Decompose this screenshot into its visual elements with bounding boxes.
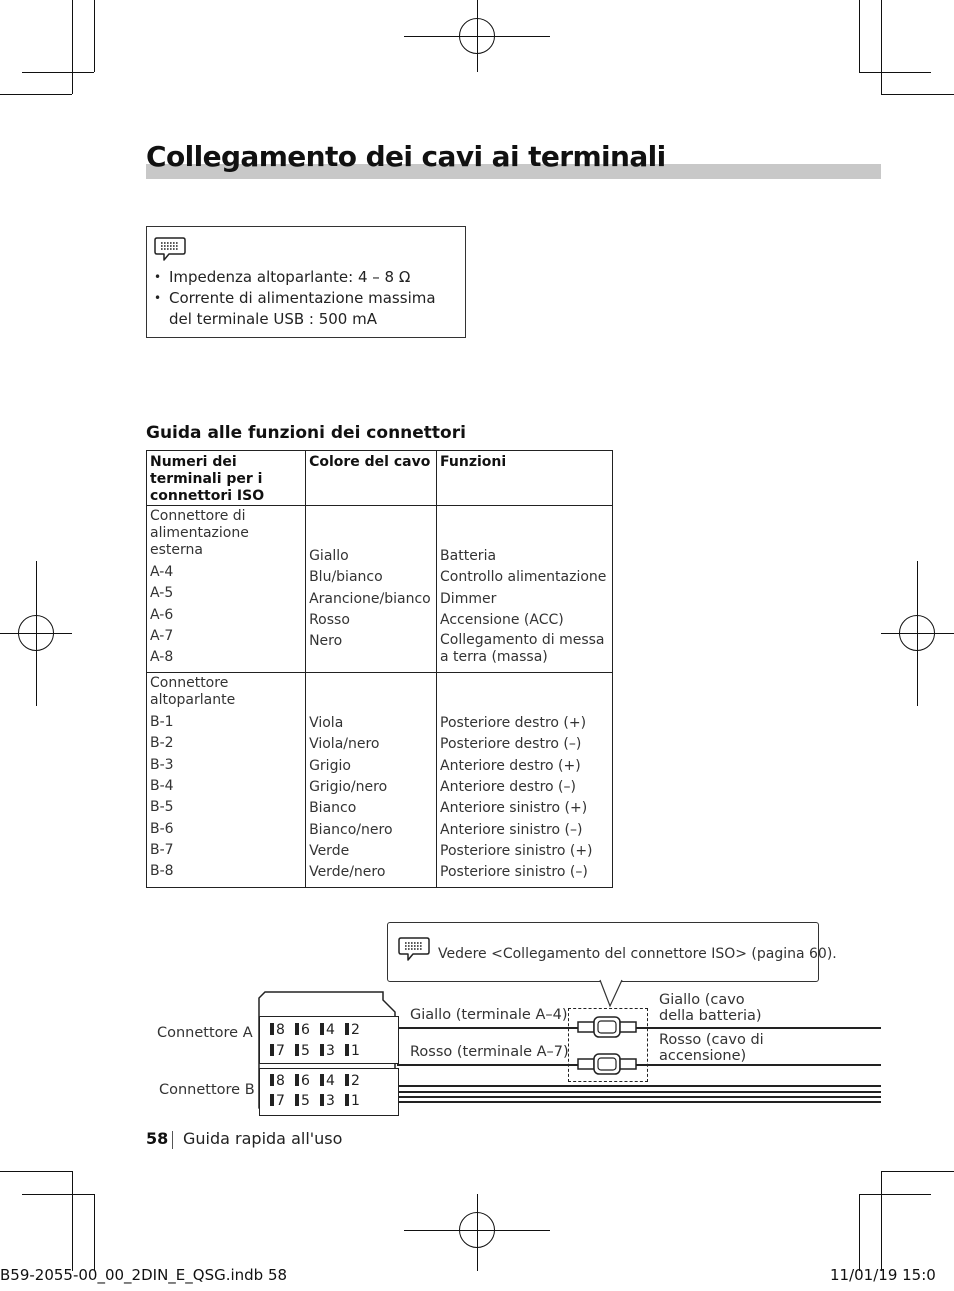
table-cell: B-5 <box>150 799 174 816</box>
footer-text: Guida rapida all'uso <box>183 1129 343 1148</box>
wire-speaker <box>397 1085 881 1087</box>
note-icon <box>153 235 187 265</box>
connector-table <box>146 450 613 888</box>
pin-row-top: 8 6 4 2 <box>270 1022 370 1038</box>
table-cell: A-7 <box>150 627 174 644</box>
connector-a-block <box>259 1016 399 1064</box>
header-terminal-numbers: Numeri dei terminali per i connettori ISO <box>147 451 306 506</box>
connector-a-label: Connettore A <box>157 1025 253 1041</box>
table-cell: B-4 <box>150 778 174 795</box>
table-cell: A-4 <box>150 564 174 580</box>
wire-speaker <box>397 1091 881 1093</box>
table-cell: Posteriore destro (–) <box>440 736 582 753</box>
table-cell: Viola <box>309 715 344 732</box>
table-group-a <box>147 506 613 673</box>
table-cell: Posteriore sinistro (+) <box>440 842 593 859</box>
connector-b-label: Connettore B <box>159 1082 255 1098</box>
wire-yellow-label: Giallo (terminale A–4) <box>410 1007 568 1023</box>
out-yellow-label: Giallo (cavo della batteria) <box>659 992 762 1024</box>
table-cell: Anteriore sinistro (–) <box>440 821 583 838</box>
footer-separator <box>172 1131 173 1149</box>
group-a-label: Connettore di alimentazione esterna <box>150 508 249 558</box>
table-cell: B-6 <box>150 820 174 837</box>
table-cell: B-1 <box>150 714 174 731</box>
pin-row-bottom: 7 5 3 1 <box>270 1093 370 1109</box>
pin-row-bottom: 7 5 3 1 <box>270 1043 370 1059</box>
note-item: • Corrente di alimentazione massima del terminale USB : 500 mA <box>153 288 459 330</box>
callout-pointer <box>598 978 626 1008</box>
table-cell: Anteriore sinistro (+) <box>440 800 588 817</box>
table-cell: B-2 <box>150 735 174 752</box>
table-cell: Bianco <box>309 800 357 817</box>
table-cell: Grigio/nero <box>309 779 388 796</box>
plug-connector-yellow <box>576 1015 638 1039</box>
callout-text: Vedere <Collegamento del connettore ISO> (pagina 60). <box>438 946 837 962</box>
table-cell: A-5 <box>150 585 174 602</box>
table-cell: Anteriore destro (–) <box>440 779 576 796</box>
header-functions: Funzioni <box>437 451 613 506</box>
wire-speaker <box>397 1096 881 1098</box>
table-group-b <box>147 673 613 887</box>
table-cell: B-3 <box>150 756 174 773</box>
connector-b-block <box>259 1068 399 1116</box>
table-cell: Dimmer <box>440 590 497 607</box>
out-red-label: Rosso (cavo di accensione) <box>659 1032 764 1064</box>
table-cell: Posteriore sinistro (–) <box>440 864 588 881</box>
table-cell: A-6 <box>150 606 174 623</box>
slug-date: 11/01/19 15:0 <box>830 1266 936 1284</box>
table-cell: Viola/nero <box>309 736 380 753</box>
note-box <box>146 226 466 338</box>
table-cell: Giallo <box>309 548 349 564</box>
table-cell: Bianco/nero <box>309 821 393 838</box>
table-cell: Batteria <box>440 548 497 564</box>
table-cell: Posteriore destro (+) <box>440 715 587 732</box>
group-b-label: Connettore altoparlante <box>150 675 236 709</box>
note-icon <box>396 935 432 965</box>
table-cell: Arancione/bianco <box>309 590 431 607</box>
table-header-row <box>147 451 613 506</box>
wire-speaker <box>397 1101 881 1103</box>
table-cell: Controllo alimentazione <box>440 569 607 586</box>
wire-red-label: Rosso (terminale A–7) <box>410 1044 569 1060</box>
header-cable-color: Colore del cavo <box>306 451 437 506</box>
page-number: 58 <box>146 1129 169 1148</box>
section-title: Guida alle funzioni dei connettori <box>146 423 466 443</box>
page-title: Collegamento dei cavi ai terminali <box>146 140 666 173</box>
table-cell: Accensione (ACC) <box>440 611 564 628</box>
table-cell: Verde <box>309 842 350 859</box>
table-cell: A-8 <box>150 649 174 666</box>
table-cell: Rosso <box>309 611 350 628</box>
table-cell: Collegamento di messa a terra (massa) <box>440 632 605 666</box>
table-cell: B-7 <box>150 841 174 858</box>
slug-file: B59-2055-00_00_2DIN_E_QSG.indb 58 <box>0 1266 288 1284</box>
callout-box <box>387 922 837 982</box>
table-cell: Nero <box>309 633 343 650</box>
note-item: • Impedenza altoparlante: 4 – 8 Ω <box>153 267 459 288</box>
plug-connector-red <box>576 1052 638 1076</box>
table-cell: B-8 <box>150 863 174 880</box>
table-cell: Anteriore destro (+) <box>440 757 581 774</box>
table-cell: Verde/nero <box>309 864 386 881</box>
note-list <box>153 267 459 330</box>
pin-row-top: 8 6 4 2 <box>270 1073 370 1089</box>
table-cell: Grigio <box>309 757 351 774</box>
table-cell: Blu/bianco <box>309 569 383 586</box>
